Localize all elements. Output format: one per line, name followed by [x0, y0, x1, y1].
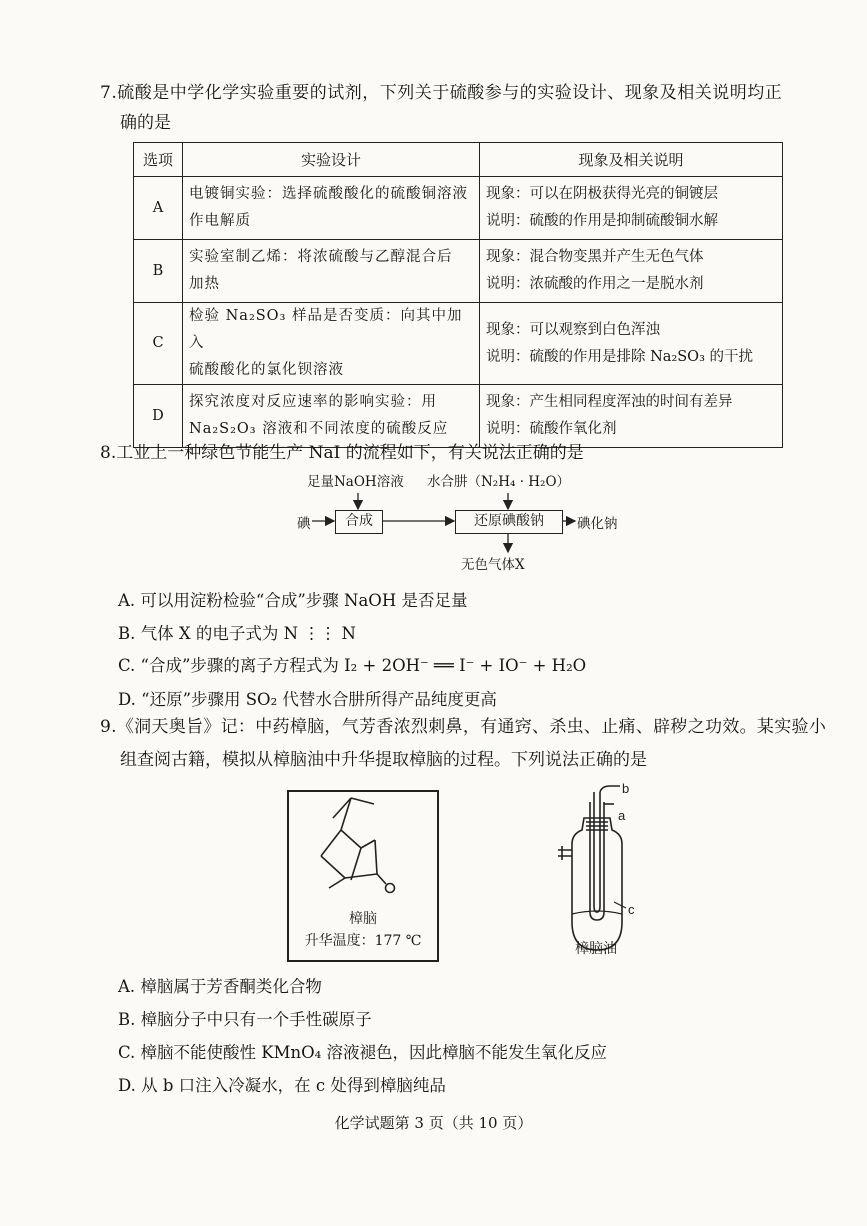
header-design: 实验设计 — [183, 143, 480, 177]
design-line2: 硫酸酸化的氯化钡溶液 — [189, 362, 344, 378]
row-option: D — [134, 385, 183, 448]
q9-option-d: D. 从 b 口注入冷凝水，在 c 处得到樟脑纯品 — [118, 1076, 446, 1095]
flow-arrows — [290, 480, 590, 560]
result-line1: 现象：可以在阴极获得光亮的铜镀层 — [486, 186, 718, 202]
apparatus-caption: 樟脑油 — [575, 941, 617, 957]
row-result — [480, 240, 783, 303]
q8-stem: 8.工业上一种绿色节能生产 NaI 的流程如下，有关说法正确的是 — [100, 443, 584, 463]
header-option: 选项 — [134, 143, 183, 177]
design-line1: 电镀铜实验：选择硫酸酸化的硫酸铜溶液 — [189, 186, 468, 202]
apparatus-label-b: b — [622, 782, 630, 796]
table-row — [134, 177, 783, 240]
q9-stem-line1: 9.《洞天奥旨》记：中药樟脑，气芳香浓烈刺鼻，有通窍、杀虫、止痛、辟秽之功效。某实验小 — [100, 717, 827, 737]
result-line1: 现象：混合物变黑并产生无色气体 — [486, 249, 704, 265]
row-result — [480, 177, 783, 240]
table-row — [134, 303, 783, 385]
camphor-structure-icon — [289, 792, 437, 902]
flow-reagent-hydrazine: 水合肼（N₂H₄ · H₂O） — [427, 474, 571, 490]
q7-table — [133, 142, 783, 448]
row-result — [480, 303, 783, 385]
camphor-sublimation-temp: 升华温度：177 ℃ — [304, 933, 422, 949]
q8-option-a: A. 可以用淀粉检验“合成”步骤 NaOH 是否足量 — [118, 591, 468, 610]
design-line2: 加热 — [189, 276, 220, 292]
flow-start-iodine: 碘 — [297, 516, 311, 532]
q7-stem-line2: 确的是 — [120, 113, 171, 133]
apparatus-label-c: c — [628, 902, 635, 917]
design-line2: 作电解质 — [189, 213, 251, 229]
result-line1: 现象：可以观察到白色浑浊 — [486, 321, 660, 338]
q8-option-d: D. “还原”步骤用 SO₂ 代替水合肼所得产品纯度更高 — [118, 690, 497, 709]
table-header-row — [134, 143, 783, 177]
flow-step-synthesis: 合成 — [335, 510, 383, 534]
design-line1: 实验室制乙烯：将浓硫酸与乙醇混合后 — [189, 249, 453, 265]
page-footer: 化学试题第 3 页（共 10 页） — [334, 1114, 533, 1132]
design-line2: Na₂S₂O₃ 溶液和不同浓度的硫酸反应 — [189, 421, 449, 437]
q9-option-c: C. 樟脑不能使酸性 KMnO₄ 溶液褪色，因此樟脑不能发生氧化反应 — [118, 1043, 608, 1062]
q9-option-b: B. 樟脑分子中只有一个手性碳原子 — [118, 1010, 372, 1029]
design-line1: 检验 Na₂SO₃ 样品是否变质：向其中加入 — [189, 308, 463, 351]
row-option: A — [134, 177, 183, 240]
q9-stem-line2: 组查阅古籍，模拟从樟脑油中升华提取樟脑的过程。下列说法正确的是 — [120, 750, 647, 770]
row-design — [183, 303, 480, 385]
result-line1: 现象：产生相同程度浑浊的时间有差异 — [486, 394, 733, 410]
camphor-name: 樟脑 — [349, 911, 377, 927]
result-line2: 说明：硫酸的作用是抑制硫酸铜水解 — [486, 213, 718, 229]
q8-option-c: C. “合成”步骤的离子方程式为 I₂ + 2OH⁻ ══ I⁻ + IO⁻ + H₂O — [118, 656, 587, 675]
flow-reagent-naoh: 足量NaOH溶液 — [307, 474, 404, 490]
q7-stem-line1: 7.硫酸是中学化学实验重要的试剂，下列关于硫酸参与的实验设计、现象及相关说明均正 — [100, 83, 783, 103]
q9-option-a: A. 樟脑属于芳香酮类化合物 — [118, 977, 322, 996]
flow-gas-x: 无色气体X — [461, 557, 525, 573]
q8-option-b: B. 气体 X 的电子式为 N ⋮⋮ N — [118, 624, 356, 643]
row-option: B — [134, 240, 183, 303]
row-design — [183, 177, 480, 240]
result-line2: 说明：硫酸的作用是排除 Na₂SO₃ 的干扰 — [486, 348, 753, 365]
flow-step-reduction: 还原碘酸钠 — [455, 510, 563, 534]
row-option: C — [134, 303, 183, 385]
design-line1: 探究浓度对反应速率的影响实验：用 — [189, 394, 437, 410]
header-result: 现象及相关说明 — [480, 143, 783, 177]
sublimation-apparatus-icon — [550, 782, 660, 958]
result-line2: 说明：浓硫酸的作用之一是脱水剂 — [486, 276, 704, 292]
table-row — [134, 240, 783, 303]
camphor-structure-box — [287, 790, 439, 962]
row-design — [183, 240, 480, 303]
flow-product-nai: 碘化钠 — [577, 516, 618, 532]
result-line2: 说明：硫酸作氧化剂 — [486, 421, 617, 437]
apparatus-label-a: a — [618, 808, 626, 823]
